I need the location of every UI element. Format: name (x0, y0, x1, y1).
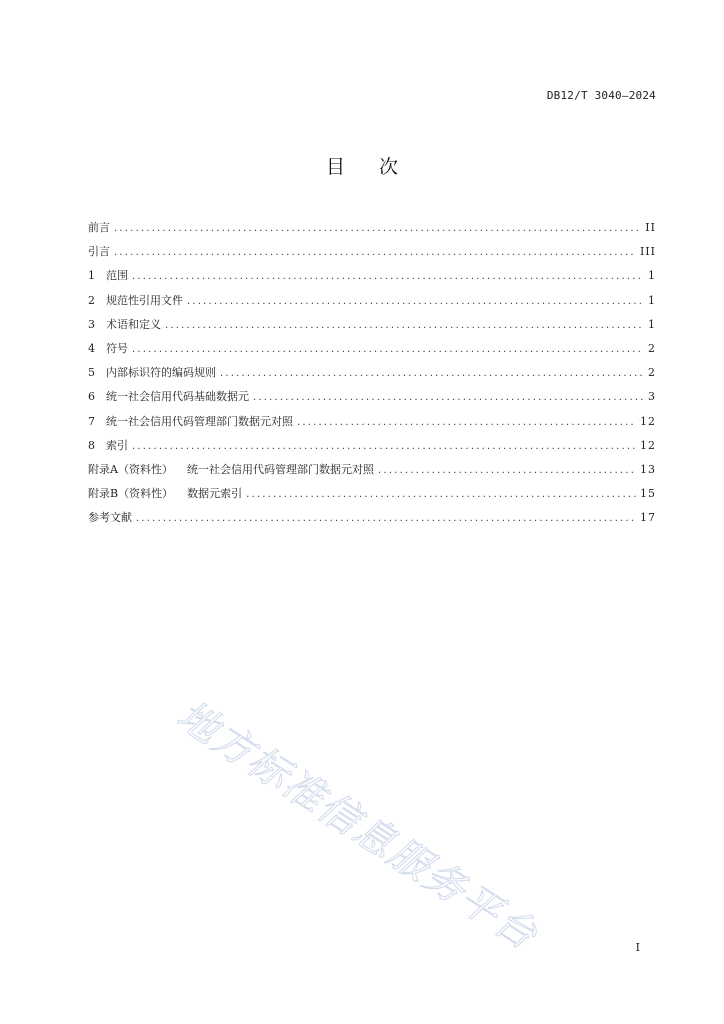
toc-entry[interactable] (88, 437, 656, 461)
toc-dot-leader (132, 341, 644, 359)
table-of-contents (88, 219, 656, 533)
toc-dot-leader (220, 365, 644, 383)
toc-entry-label: 索引 (106, 438, 128, 452)
toc-entry-page-number: 13 (640, 462, 656, 476)
toc-entry-label: 前言 (88, 221, 110, 234)
toc-entry-number: 3 (88, 317, 95, 331)
toc-entry[interactable] (88, 388, 656, 412)
toc-entry-number: 1 (88, 269, 95, 283)
footer-page-number: I (635, 941, 640, 954)
toc-dot-leader (132, 268, 644, 286)
toc-entry-label: 规范性引用文件 (106, 293, 183, 307)
toc-entry-label: 统一社会信用代码管理部门数据元对照 (106, 414, 293, 428)
toc-entry-number: 7 (88, 414, 95, 428)
toc-entry-label: 统一社会信用代码基础数据元 (106, 390, 249, 404)
toc-entry-page-number: 1 (648, 317, 656, 331)
toc-entry-appendix-prefix: 附录A（资料性） (88, 462, 173, 476)
toc-entry-page-number: 12 (640, 414, 656, 428)
toc-entry-page-number: 17 (640, 511, 656, 525)
toc-entry-number: 6 (88, 390, 95, 404)
toc-entry[interactable] (88, 316, 656, 340)
toc-entry-label: 术语和定义 (106, 317, 161, 331)
toc-dot-leader (136, 510, 636, 528)
document-code: DB12/T 3040—2024 (546, 89, 656, 102)
toc-entry-page-number: 1 (648, 293, 656, 307)
toc-entry-label: 内部标识符的编码规则 (106, 366, 216, 380)
toc-entry-number: 2 (88, 293, 95, 307)
toc-entry[interactable] (88, 485, 656, 509)
toc-entry[interactable] (88, 461, 656, 485)
toc-entry[interactable] (88, 340, 656, 364)
page-title: 目次 (325, 156, 432, 178)
toc-entry[interactable] (88, 219, 656, 243)
toc-entry-label: 数据元索引 (187, 487, 243, 501)
toc-dot-leader (132, 438, 636, 456)
toc-entry[interactable] (88, 413, 656, 437)
toc-entry-label: 引言 (88, 245, 110, 259)
toc-entry-page-number: II (645, 221, 656, 234)
toc-dot-leader (187, 293, 644, 311)
toc-entry-page-number: 1 (648, 269, 656, 283)
toc-entry[interactable] (88, 509, 656, 533)
toc-entry-page-number: 3 (648, 390, 656, 404)
toc-dot-leader (165, 317, 644, 335)
toc-entry[interactable] (88, 364, 656, 388)
toc-entry-label: 参考文献 (88, 511, 132, 525)
toc-dot-leader (297, 414, 636, 432)
toc-entry-page-number: 15 (640, 487, 656, 501)
toc-entry-page-number: 12 (640, 438, 656, 452)
toc-dot-leader (114, 220, 641, 238)
toc-dot-leader (253, 389, 644, 407)
toc-entry-label: 统一社会信用代码管理部门数据元对照 (186, 462, 374, 476)
toc-entry[interactable] (88, 243, 656, 267)
toc-entry-page-number: 2 (648, 341, 656, 355)
watermark: 地方标准信息服务平台 (168, 692, 546, 960)
toc-entry-number: 4 (88, 341, 95, 355)
toc-entry[interactable] (88, 292, 656, 316)
toc-entry-appendix-prefix: 附录B（资料性） (88, 487, 174, 501)
toc-entry-number: 5 (88, 366, 95, 380)
toc-entry[interactable] (88, 267, 656, 291)
toc-entry-label: 范围 (106, 269, 128, 283)
toc-dot-leader (246, 486, 636, 504)
toc-entry-number: 8 (88, 438, 95, 452)
toc-entry-page-number: III (639, 245, 656, 259)
toc-entry-label: 符号 (106, 341, 128, 355)
toc-dot-leader (114, 244, 636, 262)
toc-entry-page-number: 2 (648, 366, 656, 380)
toc-dot-leader (378, 462, 636, 480)
